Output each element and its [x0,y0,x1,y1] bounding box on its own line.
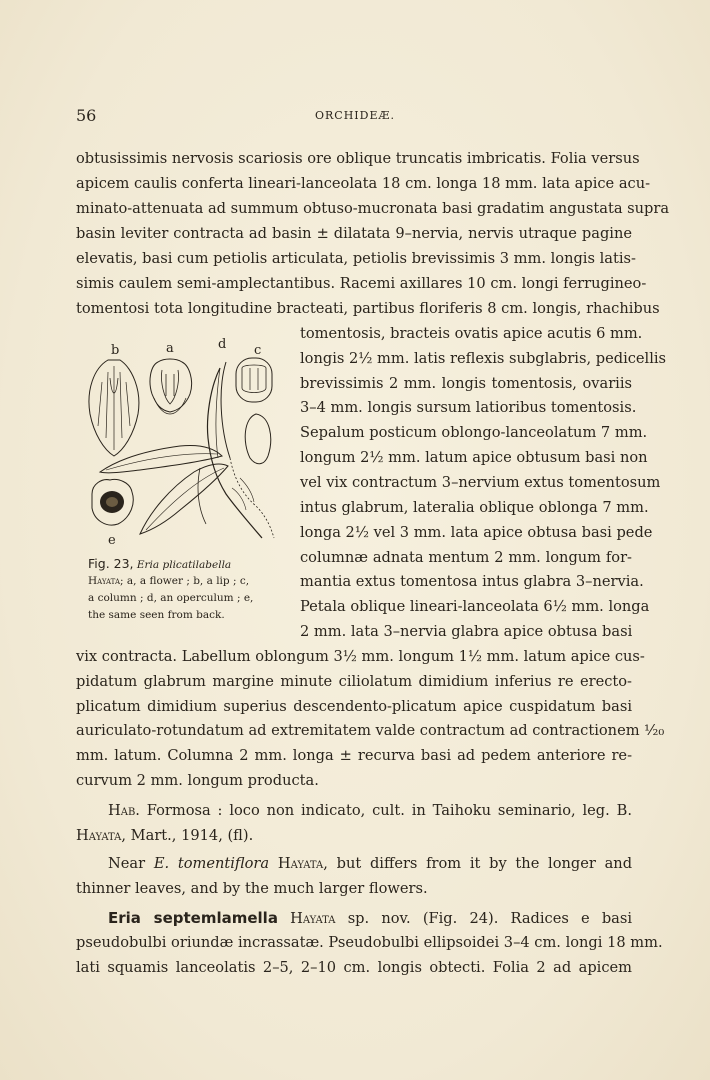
species-author: Hayata [290,910,336,927]
page-number: 56 [76,106,97,125]
lip-drawing-b [89,360,139,456]
running-title: ORCHIDEÆ. [314,109,395,122]
text-line: elevatis, basi cum petiolis articulata, petiolis brevissimis 3 mm. longis latis- [76,250,636,267]
side-text-line: intus glabrum, lateralia oblique oblonga 7 mm. [300,499,649,516]
habitat-author: Hayata, [76,827,127,844]
side-text-line: 3–4 mm. longis sursum latioribus tomentosis. [300,399,637,416]
caption-fig-number: Fig. 23, [88,556,134,571]
caption-author: Hayata [88,575,121,587]
label-a: a [166,341,174,356]
habitat-label: Hab. [108,802,140,819]
habitat-date: Mart., 1914, (fl). [130,827,254,844]
label-d: d [218,338,227,352]
text-line: curvum 2 mm. longum producta. [76,772,319,789]
side-text-line: 2 mm. lata 3–nervia glabra apice obtusa basi [300,623,633,640]
text-line: vix contracta. Labellum oblongum 3½ mm. longum 1½ mm. latum apice cus- [76,648,645,665]
text-line: lati squamis lanceolatis 2–5, 2–10 cm. longis obtecti. Folia 2 ad apicem [76,959,632,976]
caption-taxon: Eria plicatilabella [136,559,232,571]
label-b: b [111,343,120,358]
text-line: basin leviter contracta ad basin ± dilatata 9–nervia, nervis utraque pagine [76,225,632,242]
figure-23-illustration [80,338,276,554]
side-text-line: tomentosis, bracteis ovatis apice acutis 6 mm. [300,325,643,342]
figure-caption-line-2 [88,575,249,587]
text-line: obtusissimis nervosis scariosis ore oblique truncatis imbricatis. Folia versus [76,150,640,167]
side-text-line: brevissimis 2 mm. longis tomentosis, ovariis [300,375,632,392]
figure-caption-line-1 [88,556,231,571]
species-name: Eria septemlamella [108,909,278,927]
text-line: apicem caulis conferta lineari-lanceolata 18 cm. longa 18 mm. lata apice acu- [76,175,651,192]
species-text: sp. nov. (Fig. 24). Radices e basi [347,910,633,927]
caption-parts: ; a, a flower ; b, a lip ; c, [120,575,250,587]
figure-caption-line-3: a column ; d, an operculum ; e, [88,592,254,604]
species-heading-line [108,911,632,927]
habitat-line-1 [108,804,632,819]
text-line: tomentosi tota longitudine bracteati, partibus floriferis 8 cm. longis, rhachibus [76,300,660,317]
side-text-line: Sepalum posticum oblongo-lanceolatum 7 mm. [300,424,648,441]
note-line-2: thinner leaves, and by the much larger flowers. [76,880,428,897]
text-line: plicatum dimidium superius descendento-plicatum apice cuspidatum basi [76,698,632,715]
text-line: minato-attenuata ad summum obtuso-mucronata basi gradatim angustata supra [76,200,670,217]
text-line: mm. latum. Columna 2 mm. longa ± recurva basi ad pedem anteriore re- [76,747,632,764]
note-text: Near [108,855,146,872]
note-author: Hayata, [277,855,328,872]
label-e: e [108,533,116,548]
text-line: pidatum glabrum margine minute ciliolatum dimidium inferius re erecto- [76,673,632,690]
label-c: c [254,343,262,358]
habitat-line-2 [76,829,632,844]
flower-drawing-a [150,359,192,414]
side-text-line: longa 2½ vel 3 mm. lata apice obtusa basi pede [300,524,653,541]
text-line: auriculato-rotundatum ad extremitatem valde contractum ad contractionem ¹⁄₂₀ [76,722,665,739]
side-text-line: longum 2½ mm. latum apice obtusum basi non [300,449,648,466]
text-line: simis caulem semi-amplectantibus. Racemi axillares 10 cm. longi ferrugineo- [76,275,647,292]
operculum-drawing-d [245,414,271,464]
note-line-1 [108,857,632,872]
page-header [76,106,634,126]
note-taxon: E. tomentiflora [153,855,270,872]
side-text-line: vel vix contractum 3–nervium extus tomentosum [300,474,661,491]
side-text-line: columnæ adnata mentum 2 mm. longum for- [300,549,632,566]
side-text-line: longis 2½ mm. latis reflexis subglabris, pedicellis [300,350,667,367]
habit-drawing [100,362,274,538]
side-text-line: mantia extus tomentosa intus glabra 3–nervia. [300,573,644,590]
habitat-text: Formosa : loco non indicato, cult. in Taihoku seminario, leg. B. [146,802,633,819]
column-drawing-c [236,358,272,402]
text-line: pseudobulbi oriundæ incrassatæ. Pseudobulbi ellipsoidei 3–4 cm. longi 18 mm. [76,934,663,951]
back-view-drawing-e [92,480,133,526]
note-text: but differs from it by the longer and [336,855,633,872]
figure-caption-line-4: the same seen from back. [88,609,225,621]
side-text-line: Petala oblique lineari-lanceolata 6½ mm. longa [300,598,650,615]
